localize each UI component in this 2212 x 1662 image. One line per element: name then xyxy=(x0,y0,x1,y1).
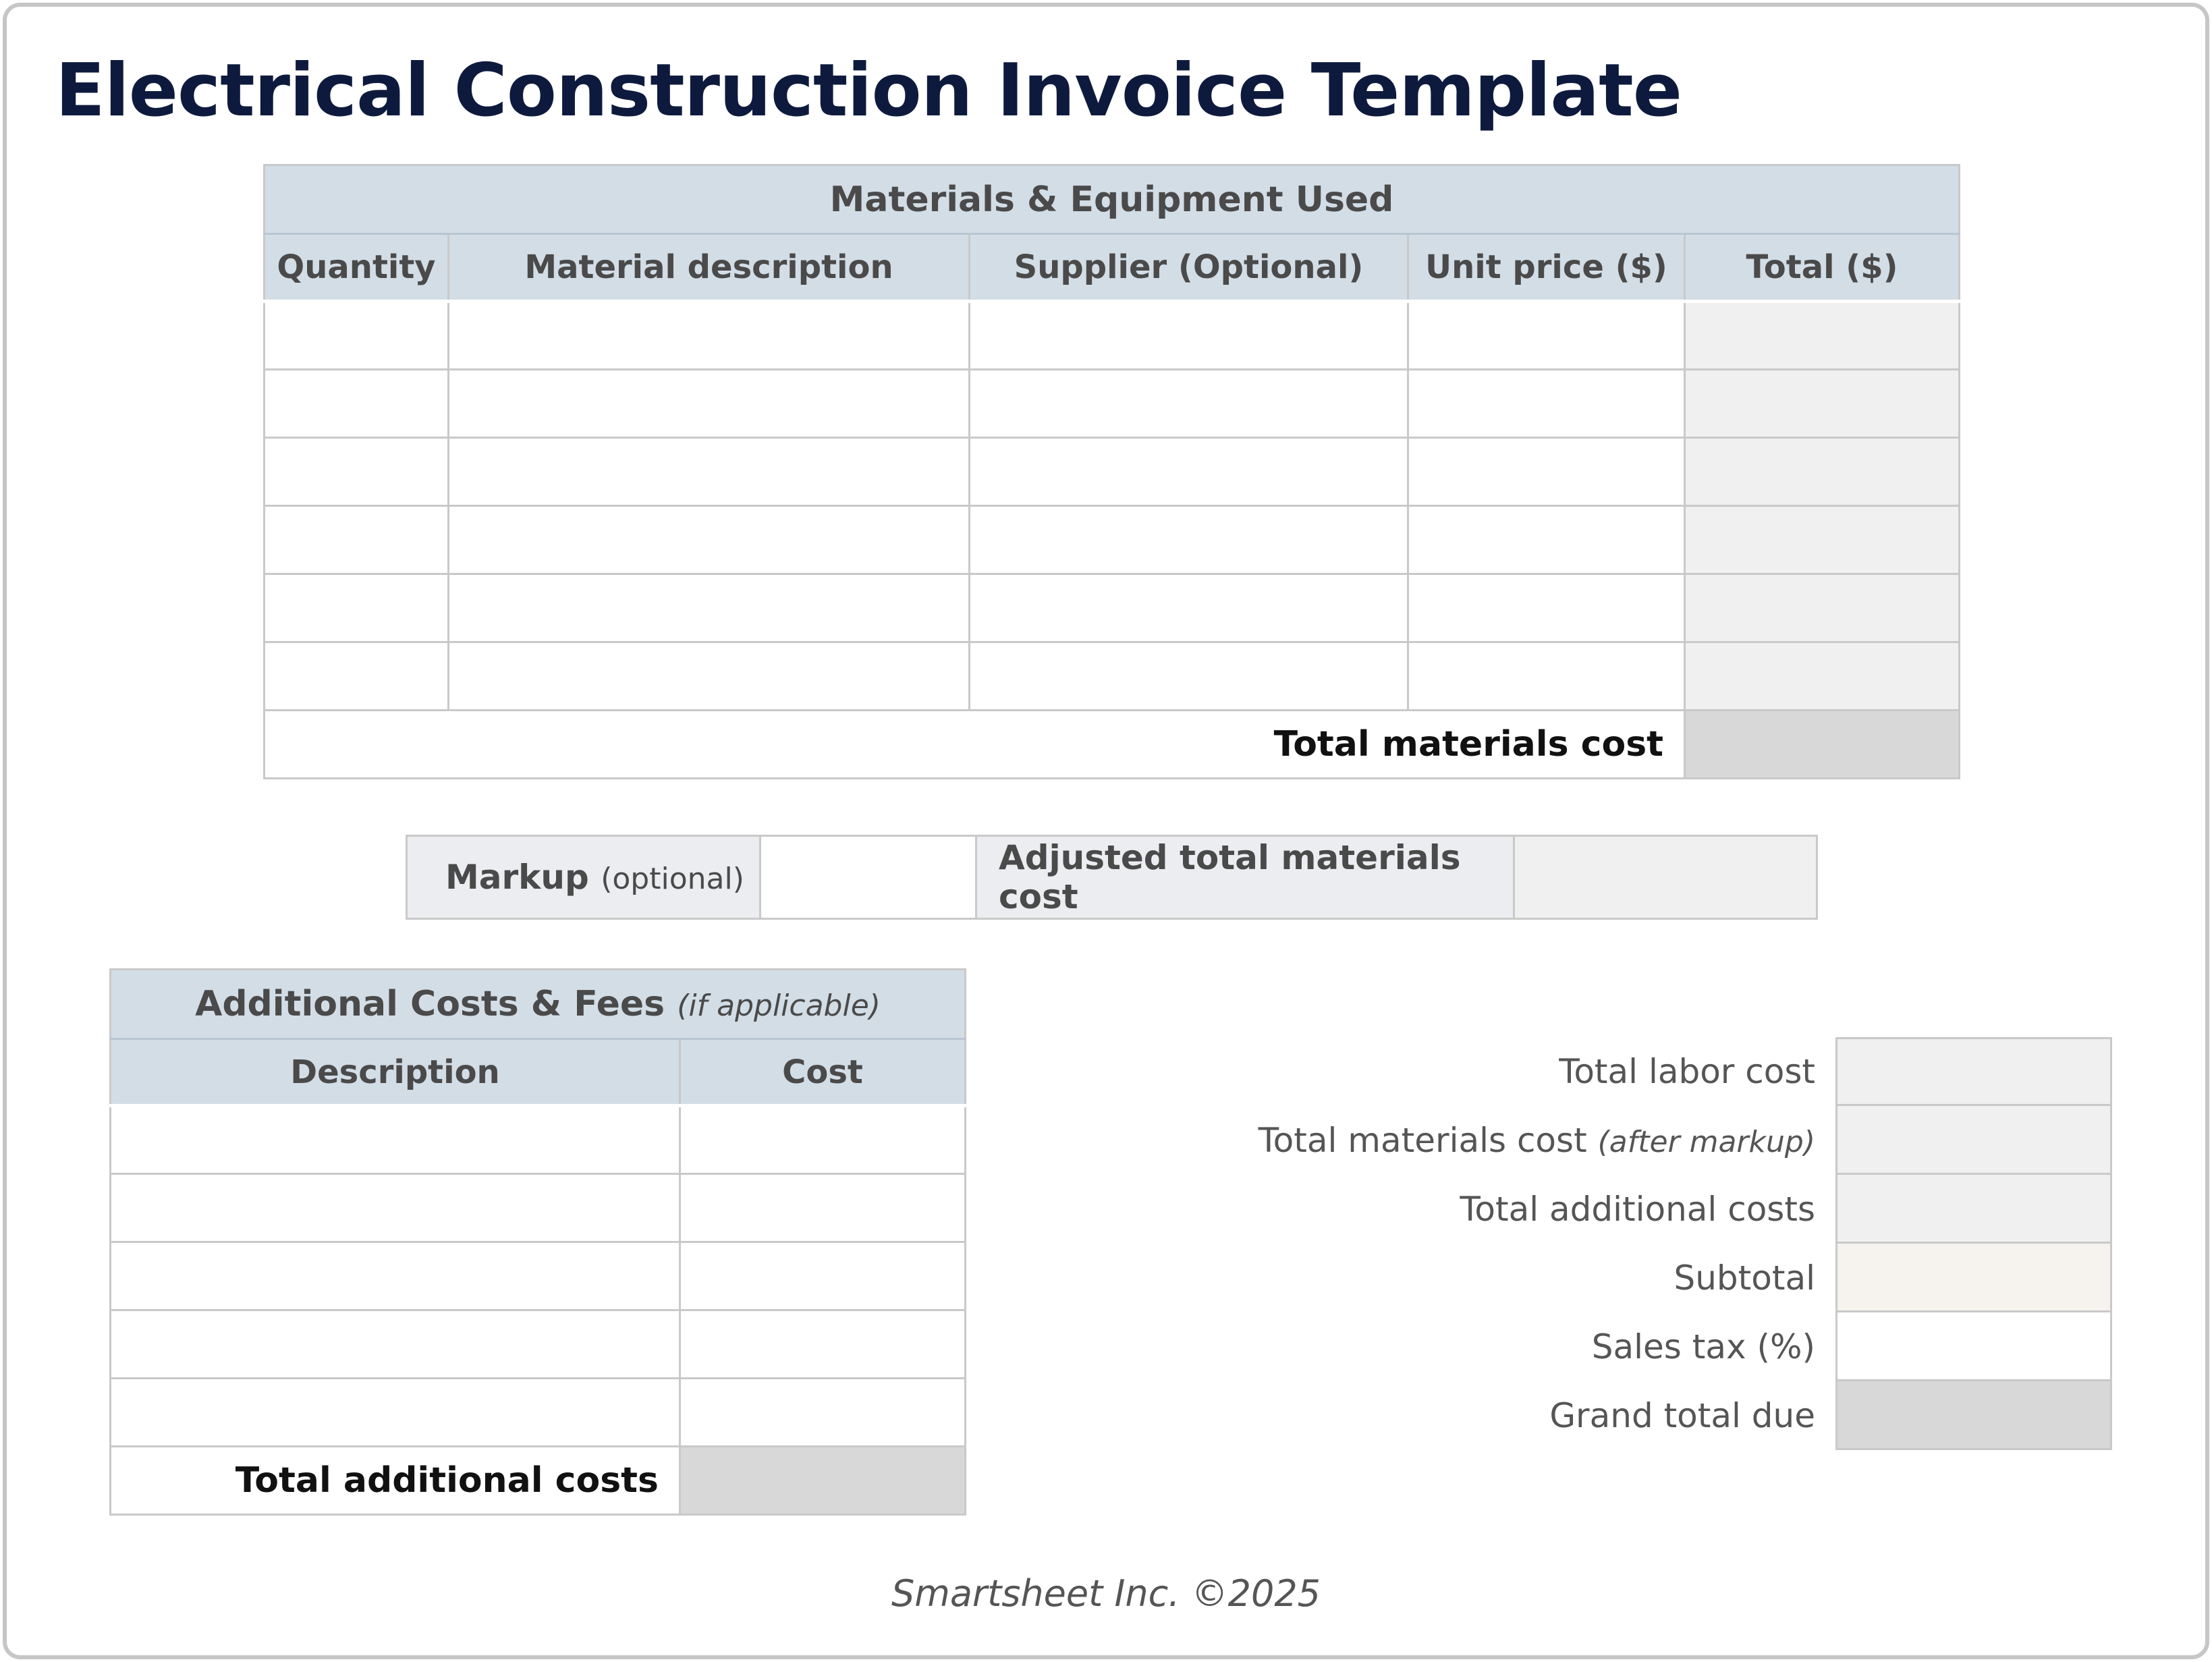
material-description-cell[interactable] xyxy=(449,506,970,574)
summary-label xyxy=(1147,1190,1835,1229)
summary-row-sales-tax xyxy=(1147,1312,2115,1381)
line-total-cell xyxy=(1685,642,1960,711)
column-header-supplier: Supplier (Optional) xyxy=(970,234,1408,302)
summary-value[interactable] xyxy=(1835,1244,2112,1312)
description-cell[interactable] xyxy=(111,1174,680,1242)
additional-total-row xyxy=(111,1447,966,1515)
supplier-cell[interactable] xyxy=(970,574,1408,642)
material-description-cell[interactable] xyxy=(449,438,970,506)
summary-value[interactable] xyxy=(1835,1175,2112,1244)
line-total-cell xyxy=(1685,438,1960,506)
total-materials-cost-label: Total materials cost xyxy=(265,711,1685,779)
unit-price-cell[interactable] xyxy=(1408,370,1685,438)
line-total-cell xyxy=(1685,302,1960,370)
material-description-cell[interactable] xyxy=(449,642,970,711)
unit-price-cell[interactable] xyxy=(1408,506,1685,574)
total-additional-costs-label: Total additional costs xyxy=(111,1447,680,1515)
table-row xyxy=(265,302,1960,370)
additional-costs-table xyxy=(109,968,966,1516)
description-cell[interactable] xyxy=(111,1379,680,1447)
page-title: Electrical Construction Invoice Template xyxy=(55,49,1682,133)
table-row xyxy=(265,642,1960,711)
summary-row-subtotal xyxy=(1147,1244,2115,1312)
supplier-cell[interactable] xyxy=(970,506,1408,574)
column-header-quantity: Quantity xyxy=(265,234,449,302)
summary-label xyxy=(1147,1396,1835,1435)
summary-label xyxy=(1147,1052,1835,1091)
summary-value[interactable] xyxy=(1835,1381,2112,1450)
supplier-cell[interactable] xyxy=(970,642,1408,711)
markup-label-cell xyxy=(407,836,761,919)
line-total-cell xyxy=(1685,370,1960,438)
cost-cell[interactable] xyxy=(680,1106,966,1174)
table-row xyxy=(111,1379,966,1447)
material-description-cell[interactable] xyxy=(449,370,970,438)
description-cell[interactable] xyxy=(111,1242,680,1310)
unit-price-cell[interactable] xyxy=(1408,438,1685,506)
additional-costs-title: Additional Costs & Fees xyxy=(195,984,665,1024)
summary-value[interactable] xyxy=(1835,1037,2112,1106)
cost-cell[interactable] xyxy=(680,1379,966,1447)
column-header-description: Description xyxy=(111,1039,680,1106)
material-description-cell[interactable] xyxy=(449,302,970,370)
table-row xyxy=(111,1174,966,1242)
total-materials-cost-value xyxy=(1685,711,1960,779)
summary-row-total-labor-cost xyxy=(1147,1037,2115,1106)
unit-price-cell[interactable] xyxy=(1408,574,1685,642)
summary-row-grand-total-due xyxy=(1147,1381,2115,1450)
additional-costs-note: (if applicable) xyxy=(677,989,881,1023)
quantity-cell[interactable] xyxy=(265,506,449,574)
supplier-cell[interactable] xyxy=(970,370,1408,438)
column-header-total: Total ($) xyxy=(1685,234,1960,302)
total-additional-costs-value xyxy=(680,1447,966,1515)
table-row xyxy=(111,1310,966,1379)
material-description-cell[interactable] xyxy=(449,574,970,642)
materials-table xyxy=(263,164,1960,779)
line-total-cell xyxy=(1685,506,1960,574)
materials-total-row xyxy=(265,711,1960,779)
copyright-footer: Smartsheet Inc. ©2025 xyxy=(891,1572,1321,1615)
summary-label xyxy=(1147,1327,1835,1366)
table-row xyxy=(111,1242,966,1310)
line-total-cell xyxy=(1685,574,1960,642)
invoice-summary xyxy=(1147,1037,2115,1450)
quantity-cell[interactable] xyxy=(265,642,449,711)
description-cell[interactable] xyxy=(111,1310,680,1379)
summary-label xyxy=(1147,1121,1835,1160)
supplier-cell[interactable] xyxy=(970,438,1408,506)
cost-cell[interactable] xyxy=(680,1174,966,1242)
column-header-material-description: Material description xyxy=(449,234,970,302)
summary-value[interactable] xyxy=(1835,1312,2112,1381)
markup-table xyxy=(406,835,1818,920)
quantity-cell[interactable] xyxy=(265,574,449,642)
summary-label xyxy=(1147,1258,1835,1298)
summary-label-text: Total labor cost xyxy=(1559,1052,1815,1091)
table-row xyxy=(265,438,1960,506)
quantity-cell[interactable] xyxy=(265,370,449,438)
column-header-unit-price: Unit price ($) xyxy=(1408,234,1685,302)
summary-row-total-materials-cost xyxy=(1147,1106,2115,1175)
adjusted-total-materials-cost-label: Adjusted total materials cost xyxy=(976,836,1514,919)
quantity-cell[interactable] xyxy=(265,438,449,506)
additional-costs-section-title xyxy=(111,970,966,1039)
adjusted-total-materials-cost-value xyxy=(1514,836,1817,919)
markup-input[interactable] xyxy=(761,836,976,919)
column-header-cost: Cost xyxy=(680,1039,966,1106)
table-row xyxy=(265,370,1960,438)
summary-row-total-additional-costs xyxy=(1147,1175,2115,1244)
unit-price-cell[interactable] xyxy=(1408,302,1685,370)
summary-label-note: (after markup) xyxy=(1597,1125,1815,1159)
table-row xyxy=(111,1106,966,1174)
summary-label-text: Sales tax (%) xyxy=(1591,1327,1815,1366)
markup-label: Markup xyxy=(445,858,589,897)
summary-label-text: Total materials cost xyxy=(1258,1121,1587,1160)
markup-label-note: (optional) xyxy=(601,862,744,896)
quantity-cell[interactable] xyxy=(265,302,449,370)
table-row xyxy=(265,506,1960,574)
description-cell[interactable] xyxy=(111,1106,680,1174)
supplier-cell[interactable] xyxy=(970,302,1408,370)
summary-label-text: Total additional costs xyxy=(1460,1190,1815,1229)
unit-price-cell[interactable] xyxy=(1408,642,1685,711)
summary-value[interactable] xyxy=(1835,1106,2112,1175)
summary-label-text: Grand total due xyxy=(1549,1396,1815,1435)
cost-cell[interactable] xyxy=(680,1310,966,1379)
table-row xyxy=(265,574,1960,642)
cost-cell[interactable] xyxy=(680,1242,966,1310)
materials-section-title: Materials & Equipment Used xyxy=(265,165,1960,234)
summary-label-text: Subtotal xyxy=(1674,1258,1815,1298)
